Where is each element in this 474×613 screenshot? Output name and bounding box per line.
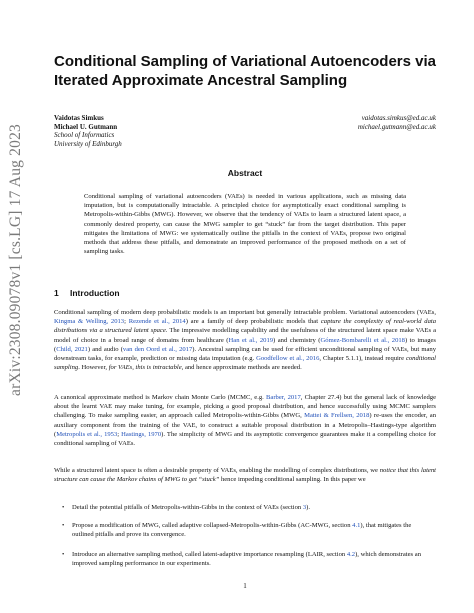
citation-link[interactable]: Gómez-Bombarelli et al., 2018	[320, 336, 405, 344]
text-run: , Chapter 5.1.1), instead require	[319, 355, 406, 363]
text-run: . However,	[78, 364, 109, 372]
text-run: , and hence approximate methods are needed.	[181, 364, 302, 372]
author-names	[54, 114, 122, 148]
citation-link[interactable]: Child, 2021	[56, 345, 88, 353]
arxiv-identifier-stamp	[6, 95, 26, 425]
intro-paragraph-1	[54, 308, 436, 372]
bullet-glyph: •	[62, 522, 65, 529]
text-run: Introduce an alternative sampling method, called latent-adaptive importance resampling (LAIR, section	[72, 551, 347, 558]
arxiv-stamp-text: arXiv:2308.09078v1 [cs.LG] 17 Aug 2023	[7, 124, 24, 396]
contribution-text-1	[72, 504, 310, 511]
citation-link[interactable]: Metropolis et al., 1953	[56, 430, 118, 438]
citation-link[interactable]: Mattei & Frellsen, 2018	[304, 412, 370, 420]
author-name-1: Vaidotas Simkus	[54, 114, 104, 122]
citation-link[interactable]: Han et al., 2019	[228, 336, 274, 344]
author-block	[54, 114, 436, 154]
author-name-2: Michael U. Gutmann	[54, 122, 118, 131]
abstract-text: Conditional sampling of variational autoencoders (VAEs) is needed in various applications, such as missing data imputation, but is computationally intractable. A principled choice for asymptotically exact conditional sampling is Metropolis-within-Gibbs (MWG). However, we observe that the tendency of VAEs to learn a structured latent space, a commonly desired property, can cause the MWG sampler to get “stuck” far from the target distribution. This paper mitigates the limitations of MWG: we systematically outline the pitfalls in the context of VAEs, propose two original methods that address these pitfalls, and demonstrate an improved performance of the proposed methods on a set of sampling tasks.	[84, 193, 406, 256]
affiliation-line-2: University of Edinburgh	[54, 139, 122, 148]
intro-paragraph-3	[54, 466, 436, 484]
citation-link[interactable]: Kingma & Welling, 2013	[54, 318, 125, 326]
text-run: While a structured latent space is often a desirable property of VAEs, enabling the modelling of complex distributions, we	[54, 467, 380, 474]
text-run: hence impeding conditional sampling. In this paper we	[219, 476, 366, 484]
contribution-text-2	[72, 522, 411, 538]
text-run: ), that mitigates the outlined pitfalls and prove its convergence.	[72, 522, 412, 539]
abstract-heading: Abstract	[227, 168, 263, 178]
citation-link[interactable]: Hastings, 1970	[121, 430, 162, 438]
text-run: A canonical approximate method is Markov chain Monte Carlo (MCMC, e.g.	[54, 394, 267, 401]
text-run: ) are a family of deep probabilistic models that	[185, 318, 321, 326]
text-run: ;	[124, 318, 129, 326]
contribution-item-3	[62, 550, 422, 568]
author-email-2[interactable]: michael.gutmann@ed.ac.uk	[357, 122, 436, 131]
emphasized-text: conditional sampling	[54, 355, 436, 372]
citation-link[interactable]: Barber, 2017	[266, 394, 301, 401]
paper-title: Conditional Sampling of Variational Autoencoders via Iterated Approximate Ancestral Sampling	[54, 53, 436, 89]
citation-link[interactable]: Rezende et al., 2014	[128, 318, 186, 326]
text-run: , Chapter 27.4) but the general lack of knowledge about the learnt VAE may make tuning, for example, picking a good proposal distribution, and hence successfully using MCMC samplers challenging. To make sampling easier, an approach called Metropolis-within-Gibbs (MWG,	[54, 394, 436, 420]
text-run: ) and chemistry (	[273, 336, 321, 344]
text-run: ;	[117, 430, 122, 438]
emphasized-text: notice that this latent structure can cause the Markov chains of MWG to get “stuck”	[54, 467, 436, 484]
emphasized-text: for VAEs, this is intractable	[108, 364, 182, 372]
emphasized-text: capture the complexity of real-world data distributions via a structured latent space	[54, 318, 436, 335]
intro-paragraph-2	[54, 393, 436, 448]
section-title: Introduction	[70, 288, 120, 298]
contribution-text-3	[72, 551, 421, 567]
text-run: ).	[306, 504, 311, 511]
citation-link[interactable]: Goodfellow et al., 2016	[256, 355, 320, 363]
text-run: ). The simplicity of MWG and its asymptotic convergence guarantees make it a compelling choice for conditional sampling of VAEs.	[54, 430, 437, 448]
citation-link[interactable]: van den Oord et al., 2017	[122, 345, 193, 353]
author-email-1[interactable]: vaidotas.simkus@ed.ac.uk	[361, 114, 436, 122]
text-run: Propose a modification of MWG, called adaptive collapsed-Metropolis-within-Gibbs (AC-MWG, section	[72, 522, 353, 529]
author-emails	[358, 114, 436, 131]
text-run: Detail the potential pitfalls of Metropolis-within-Gibbs in the context of VAEs (section	[72, 504, 303, 511]
text-run: ), which demonstrates an improved sampling performance in our experiments.	[72, 551, 421, 568]
contribution-item-1	[62, 503, 422, 512]
contribution-item-2	[62, 521, 422, 539]
citation-link[interactable]: 4.1	[352, 522, 361, 529]
section-heading	[54, 288, 120, 298]
affiliation-line-1: School of Informatics	[54, 131, 115, 139]
page-number: 1	[243, 582, 247, 590]
text-run: ). Ancestral sampling can be used for efficient unconditional sampling of VAEs, but many downstream tasks, for example, prediction or missing data imputation (e.g.	[54, 345, 436, 363]
text-run: Conditional sampling of modern deep probabilistic models is an important but generally intractable problem. Variational autoencoders (VAEs,	[54, 309, 436, 316]
citation-link[interactable]: 3	[302, 504, 307, 511]
bullet-glyph: •	[62, 551, 65, 558]
section-number: 1	[54, 288, 59, 298]
bullet-glyph: •	[62, 504, 65, 511]
text-run: ) and audio (	[87, 345, 123, 353]
citation-link[interactable]: 4.2	[346, 551, 356, 558]
text-run: . The impressive modelling capability and the usefulness of the structured latent space make VAEs a model of choice in a broad range of domains from healthcare (	[54, 327, 436, 344]
text-run: ) re-uses the encoder, an auxiliary component from the training of the VAE, to construct a suitable proposal distribution in a Metropolis–Hastings-type algorithm (	[54, 412, 436, 438]
paper-page	[54, 0, 436, 613]
text-run: ) to images (	[54, 336, 437, 353]
